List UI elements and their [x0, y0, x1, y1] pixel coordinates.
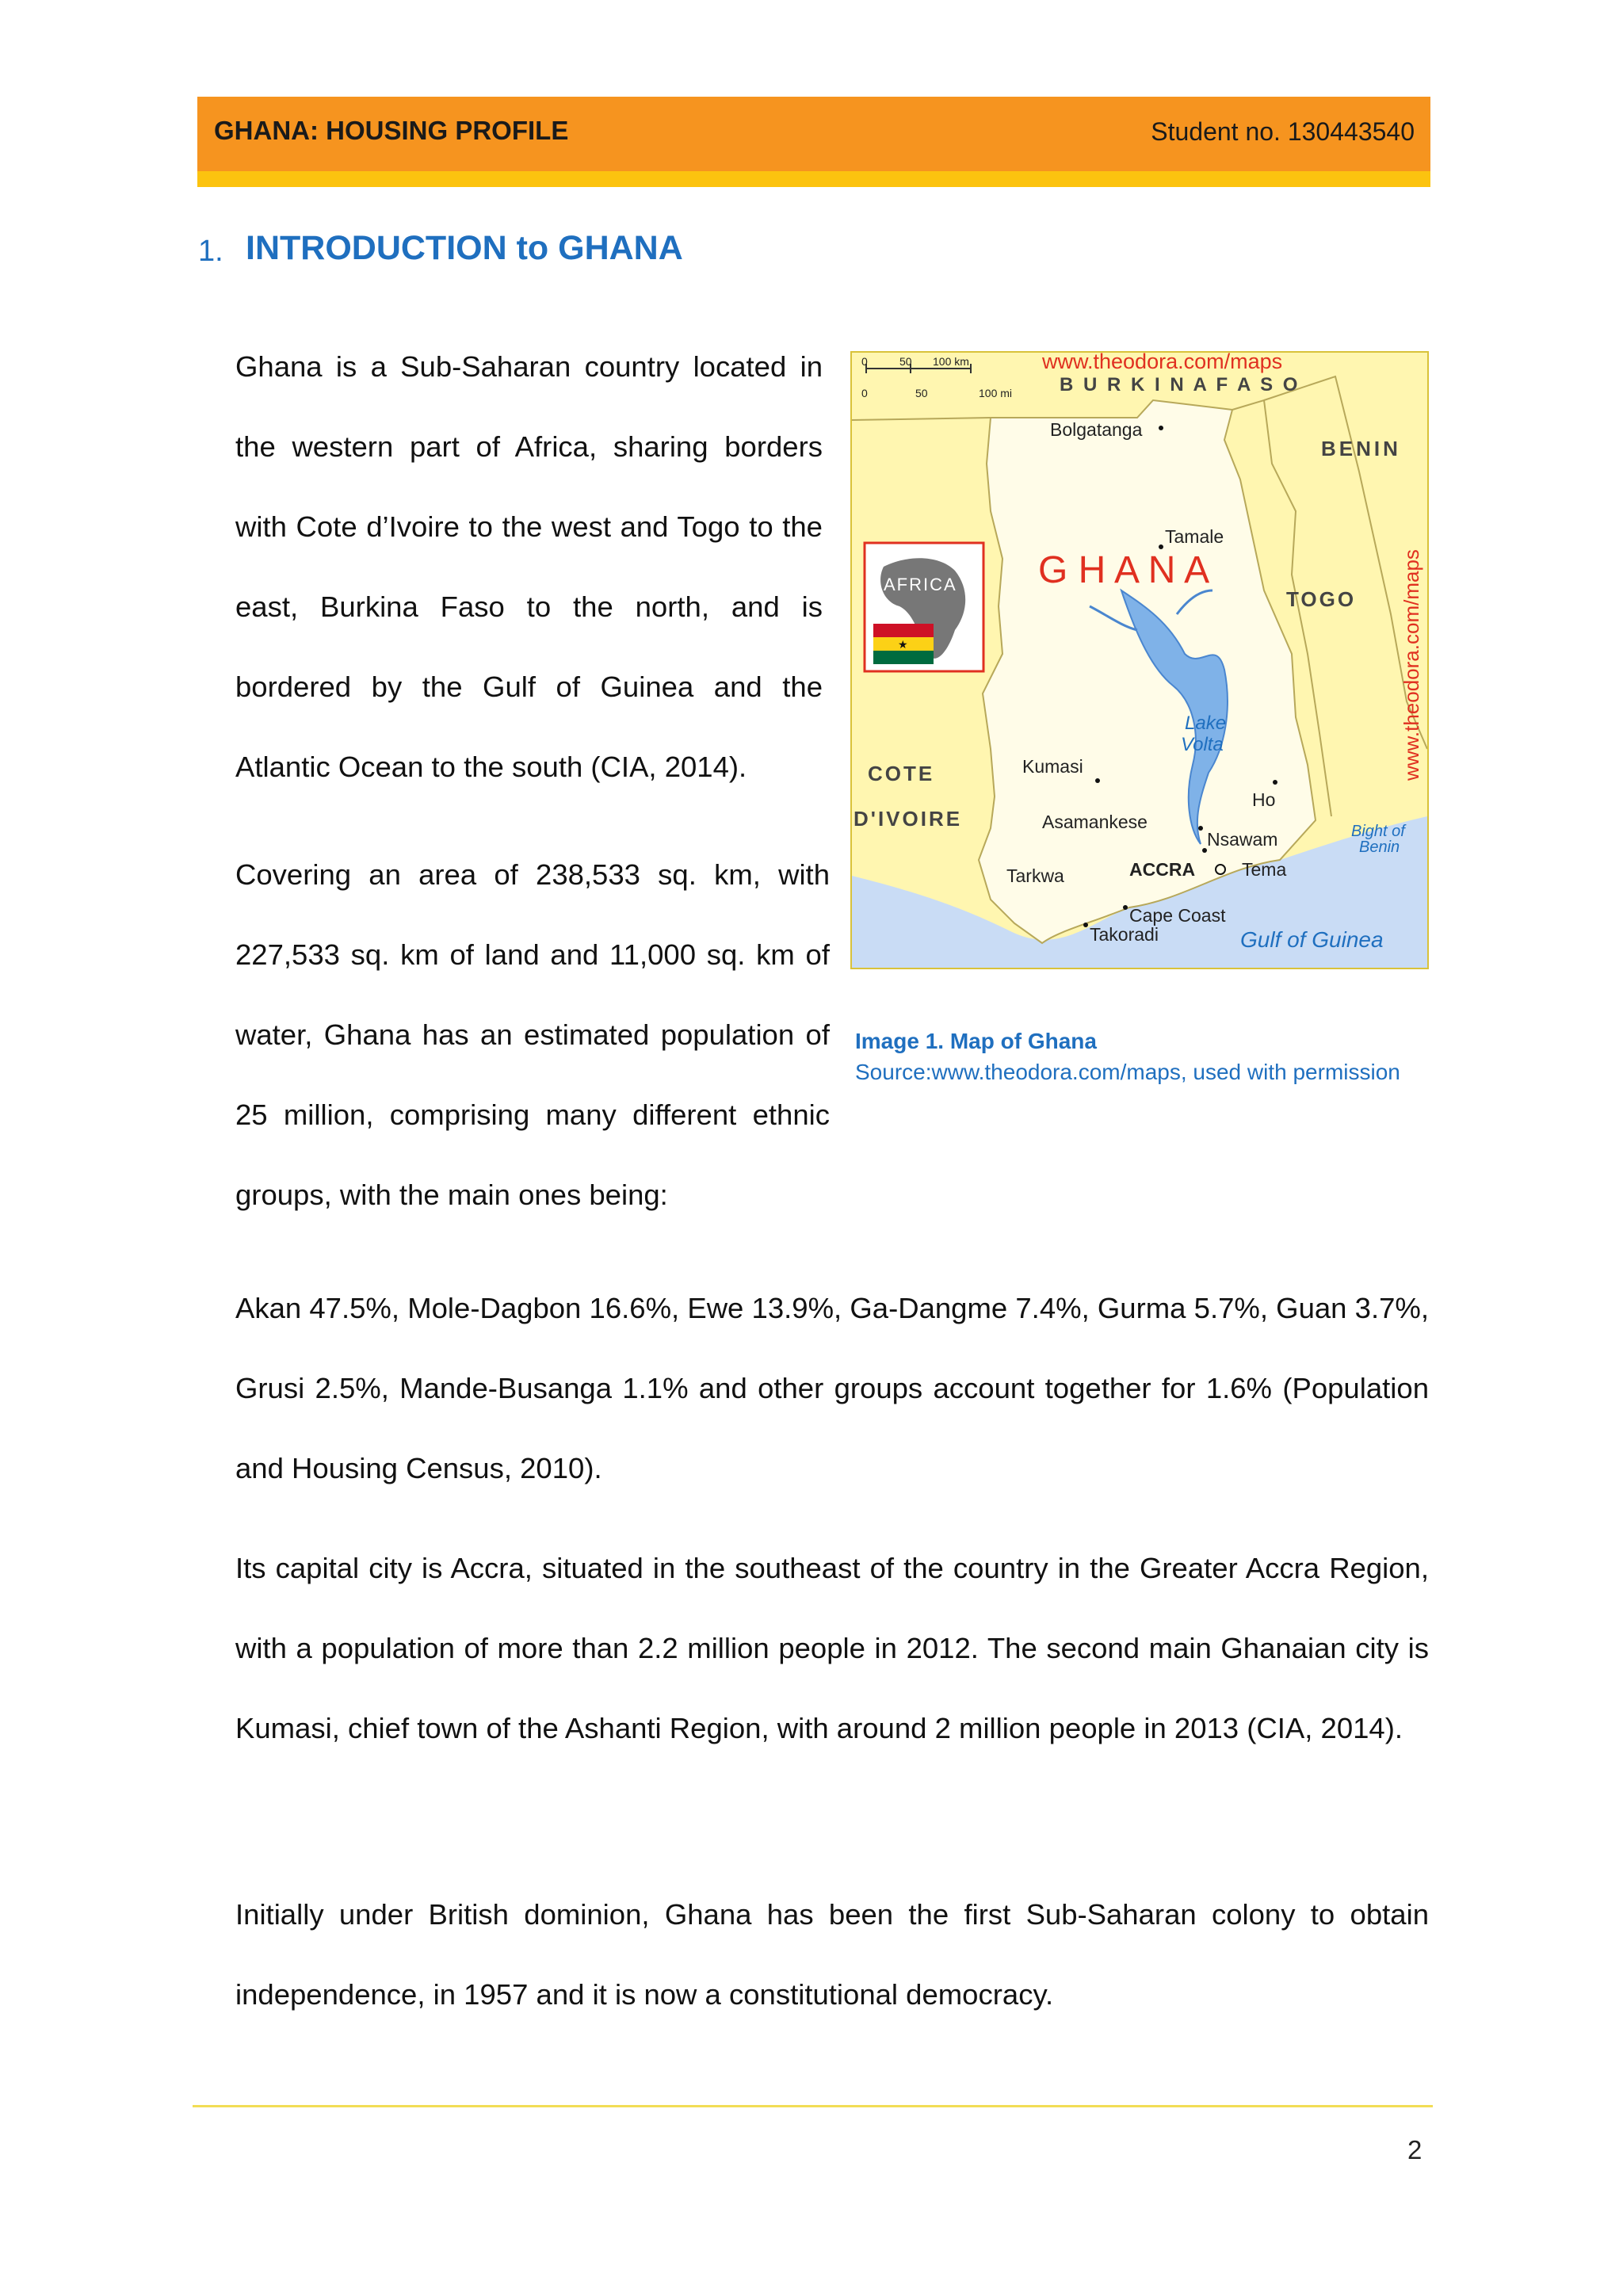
label-volta: Volta	[1181, 734, 1224, 755]
label-africa: AFRICA	[884, 575, 957, 594]
city-cape-coast: Cape Coast	[1129, 905, 1226, 926]
city-accra: ACCRA	[1129, 859, 1196, 880]
header-title: GHANA: HOUSING PROFILE	[214, 116, 569, 145]
paragraph-area-population: Covering an area of 238,533 sq. km, with 227,533 sq. km of land and 11,000 sq. km of water, Ghana has an estimated population of 25 million, comprising many different ethnic groups, with the main ones being:	[235, 858, 830, 1211]
label-lake: Lake	[1185, 712, 1227, 734]
page-number: 2	[1407, 2135, 1423, 2164]
scale-mi-50: 50	[915, 387, 928, 399]
city-kumasi: Kumasi	[1022, 756, 1083, 777]
caption-title: Image 1. Map of Ghana	[855, 1029, 1097, 1053]
section-number: 1.	[198, 235, 223, 268]
paragraph-independence: Initially under British dominion, Ghana has been the first Sub-Saharan colony to obtain independence, in 1957 and it is now a constitutional democracy.	[235, 1898, 1429, 2011]
city-bolgatanga: Bolgatanga	[1050, 419, 1143, 440]
label-benin-bight: Benin	[1359, 839, 1400, 856]
scale-km-0: 0	[861, 355, 868, 368]
label-burkina-faso: B U R K I N A F A S O	[1060, 374, 1300, 395]
paragraph-capital: Its capital city is Accra, situated in the southeast of the country in the Greater Accra Region, with a population of more than 2.2 million people in 2012. The second main Ghanaian city is Kumasi, chief town of the Ashanti Region, with around 2 million people in 2013 (CIA, 2014).	[235, 1552, 1429, 1744]
header-stripe	[197, 171, 1430, 187]
scale-mi-100: 100 mi	[979, 387, 1013, 399]
label-cote: COTE	[868, 762, 935, 785]
city-takoradi: Takoradi	[1090, 924, 1159, 945]
city-tarkwa: Tarkwa	[1006, 865, 1064, 886]
scale-km-50: 50	[899, 355, 912, 368]
map-url-side: www.theodora.com/maps	[1400, 549, 1423, 781]
map-url-top: www.theodora.com/maps	[1042, 353, 1283, 373]
city-ho: Ho	[1252, 789, 1276, 810]
label-bight: Bight of	[1351, 823, 1405, 840]
label-benin: BENIN	[1321, 437, 1401, 460]
label-gulf-of-guinea: Gulf of Guinea	[1240, 927, 1384, 952]
scale-km-100: 100 km	[933, 355, 969, 368]
svg-text:★: ★	[898, 638, 908, 651]
section-title: INTRODUCTION to GHANA	[246, 229, 683, 267]
city-tamale: Tamale	[1165, 526, 1224, 547]
footer-divider	[193, 2105, 1433, 2107]
scale-mi-0: 0	[861, 387, 868, 399]
city-tema: Tema	[1242, 859, 1287, 880]
label-ghana: G H A N A	[1038, 549, 1210, 591]
ghana-map	[850, 351, 1429, 969]
paragraph-ethnic-groups: Akan 47.5%, Mole-Dagbon 16.6%, Ewe 13.9%, Ga-Dangme 7.4%, Gurma 5.7%, Guan 3.7%, Grusi 2.5%, Mande-Busanga 1.1% and other groups account together for 1.6% (Population and Housing Census, 2010).	[235, 1292, 1429, 1484]
label-divoire: D'IVOIRE	[854, 807, 963, 831]
paragraph-location: Ghana is a Sub-Saharan country located in the western part of Africa, sharing borders with Cote d’Ivoire to the west and Togo to the east, Burkina Faso to the north, and is bordered by the Gulf of Guinea and the Atlantic Ocean to the south (CIA, 2014).	[235, 350, 823, 783]
student-number: Student no. 130443540	[1151, 117, 1415, 146]
label-togo: TOGO	[1286, 587, 1357, 611]
city-asamankese: Asamankese	[1042, 812, 1148, 832]
caption-source: Source:www.theodora.com/maps, used with permission	[855, 1060, 1400, 1084]
city-nsawam: Nsawam	[1207, 829, 1278, 850]
